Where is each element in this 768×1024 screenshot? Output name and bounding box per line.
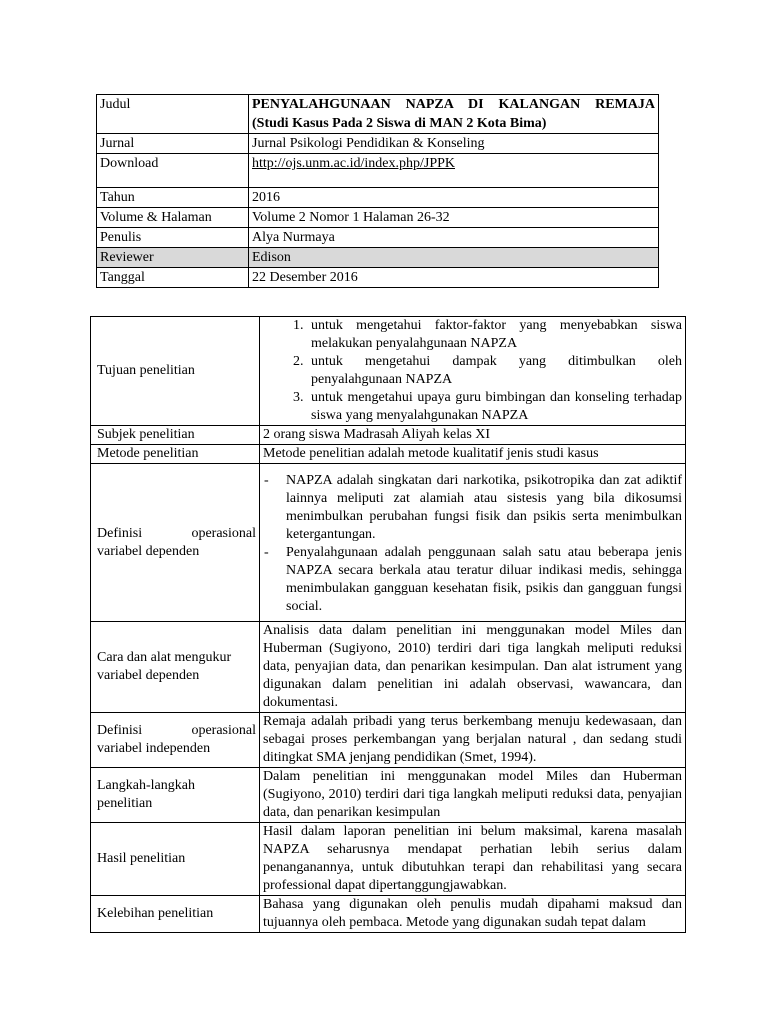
hasil-label: Hasil penelitian bbox=[91, 823, 260, 896]
defdep-label-line-2: variabel dependen bbox=[97, 543, 200, 559]
download-link[interactable] bbox=[249, 154, 659, 188]
langkah-label bbox=[91, 768, 260, 823]
defdep-label bbox=[91, 464, 260, 622]
list-item-text: NAPZA adalah singkatan dari narkotika, psikotropika dan zat adiktif lainnya meliputi zat alamiah atau sistesis yang bila dikosumsi menimbulkan perubahan fungsi fisik dan psikis serta menimbulkan ketergantungan. bbox=[286, 473, 682, 542]
defind-label bbox=[91, 713, 260, 768]
metode-value: Metode penelitian adalah metode kualitatif jenis studi kasus bbox=[260, 445, 686, 464]
langkah-label-line-1: Langkah-langkah bbox=[97, 778, 195, 793]
kelebihan-value: Bahasa yang digunakan oleh penulis mudah dipahami maksud dan tujuannya oleh pembaca. Metode yang digunakan sudah tepat dalam bbox=[260, 896, 686, 933]
defind-label-line-1: Definisi operasional bbox=[97, 723, 256, 738]
subjek-value: 2 orang siswa Madrasah Aliyah kelas XI bbox=[260, 426, 686, 445]
cara-label bbox=[91, 622, 260, 713]
judul-line-2: (Studi Kasus Pada 2 Siswa di MAN 2 Kota Bima) bbox=[252, 116, 547, 131]
list-item: 3. untuk mengetahui upaya guru bimbingan dan konseling terhadap siswa yang menyalahgunakan NAPZA bbox=[307, 389, 682, 425]
langkah-value: Dalam penelitian ini menggunakan model Miles dan Huberman (Sugiyono, 2010) terdiri dari tiga langkah meliputi reduksi data, penyajian data, dan penarikan kesimpulan bbox=[260, 768, 686, 823]
cara-value: Analisis data dalam penelitian ini menggunakan model Miles dan Huberman (Sugiyono, 2010) terdiri dari tiga langkah meliputi reduksi data, penyajian data, dan penarikan kesimpulan. Dan alat istrument yang digunakan dalam penelitian ini adalah observasi, wawancara, dan dokumentasi. bbox=[260, 622, 686, 713]
defind-value: Remaja adalah pribadi yang terus berkembang menuju kedewasaan, dan sebagai proses perkembangan yang berjalan natural , dan sedang studi ditingkat SMA jenjang pendidikan (Smet, 1994). bbox=[260, 713, 686, 768]
judul-value bbox=[249, 95, 659, 134]
tanggal-value: 22 Desember 2016 bbox=[249, 268, 659, 288]
defind-label-line-2: variabel independen bbox=[97, 741, 211, 756]
review-table bbox=[90, 316, 686, 933]
volume-label: Volume & Halaman bbox=[97, 208, 249, 228]
cara-label-line-2: variabel dependen bbox=[97, 668, 200, 683]
kelebihan-label: Kelebihan penelitian bbox=[91, 896, 260, 933]
defdep-label-line-1: Definisi operasional bbox=[97, 525, 256, 541]
langkah-label-line-2: penelitian bbox=[97, 796, 153, 811]
tujuan-cell bbox=[260, 317, 686, 426]
download-label: Download bbox=[97, 154, 249, 188]
judul-label: Judul bbox=[97, 95, 249, 134]
jurnal-value: Jurnal Psikologi Pendidikan & Konseling bbox=[249, 134, 659, 154]
list-item: 1. untuk mengetahui faktor-faktor yang menyebabkan siswa melakukan penyalahgunaan NAPZA bbox=[307, 317, 682, 353]
jurnal-label: Jurnal bbox=[97, 134, 249, 154]
tujuan-list bbox=[263, 317, 682, 425]
tanggal-label: Tanggal bbox=[97, 268, 249, 288]
penulis-label: Penulis bbox=[97, 228, 249, 248]
article-info-table bbox=[96, 94, 659, 288]
penulis-value: Alya Nurmaya bbox=[249, 228, 659, 248]
hasil-value: Hasil dalam laporan penelitian ini belum maksimal, karena masalah NAPZA seharusnya mendapat perhatian lebih serius dalam penanganannya, untuk dibutuhkan terapi dan rehabilitasi yang secara professional dapat dipertanggungjawabkan. bbox=[260, 823, 686, 896]
reviewer-label: Reviewer bbox=[97, 248, 249, 268]
judul-line-1: PENYALAHGUNAAN NAPZA DI KALANGAN REMAJA bbox=[252, 97, 655, 112]
tujuan-label: Tujuan penelitian bbox=[91, 317, 260, 426]
subjek-label: Subjek penelitian bbox=[91, 426, 260, 445]
list-item-text: Penyalahgunaan adalah penggunaan salah satu atau beberapa jenis NAPZA secara berkala atau teratur diluar indikasi medis, sehingga menimbulakan gangguan kesehatan fisik, psikis dan gangguan fungsi social. bbox=[286, 545, 682, 614]
defdep-cell bbox=[260, 464, 686, 622]
tahun-value: 2016 bbox=[249, 188, 659, 208]
download-link-text[interactable]: http://ojs.unm.ac.id/index.php/JPPK bbox=[252, 156, 456, 171]
reviewer-value: Edison bbox=[249, 248, 659, 268]
list-item: - Penyalahgunaan adalah penggunaan salah satu atau beberapa jenis NAPZA secara berkala atau teratur diluar indikasi medis, sehingga menimbulakan gangguan kesehatan fisik, psikis dan gangguan fungsi social. bbox=[264, 545, 682, 614]
defdep-list bbox=[263, 472, 682, 616]
volume-value: Volume 2 Nomor 1 Halaman 26-32 bbox=[249, 208, 659, 228]
metode-label: Metode penelitian bbox=[91, 445, 260, 464]
cara-label-line-1: Cara dan alat mengukur bbox=[97, 650, 232, 665]
tahun-label: Tahun bbox=[97, 188, 249, 208]
list-item: - NAPZA adalah singkatan dari narkotika, psikotropika dan zat adiktif lainnya meliputi zat alamiah atau sistesis yang bila dikosumsi menimbulkan perubahan fungsi fisik dan psikis serta menimbulkan ketergantungan. bbox=[264, 473, 682, 542]
list-item: 2. untuk mengetahui dampak yang ditimbulkan oleh penyalahgunaan NAPZA bbox=[307, 353, 682, 389]
